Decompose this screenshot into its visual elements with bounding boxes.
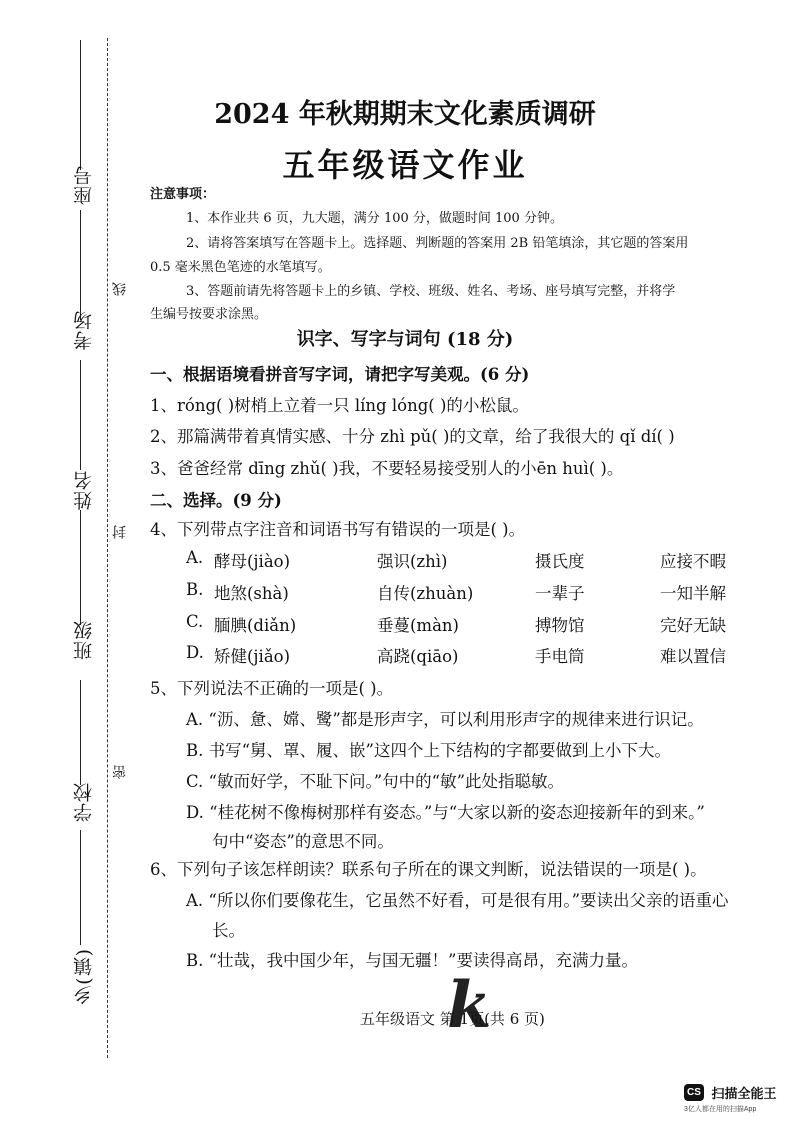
q1-line-2: 2、那篇满带着真情实感、十分 zhì pǔ( )的文章，给了我很大的 qǐ dí( ) <box>150 427 675 446</box>
q6-option-a-line2: 长。 <box>212 921 245 940</box>
school-line <box>80 680 81 785</box>
township-line <box>80 830 81 945</box>
scanner-logo <box>684 1083 776 1102</box>
q4-word-2: 自传(zhuàn) <box>377 584 474 603</box>
q4-opt-label: D. <box>186 643 204 662</box>
q4-opt-label: C. <box>186 612 204 631</box>
class-label: 班级 <box>73 620 95 660</box>
q4-word-1: 腼腆(diǎn) <box>214 616 297 635</box>
q4-word-2: 强识(zhì) <box>377 552 448 571</box>
q1-line-3: 3、爸爸经常 dīng zhǔ( )我，不要轻易接受别人的小ēn huì( )。 <box>150 459 624 478</box>
note-item-2a: 2、请将答案填写在答题卡上。选择题、判断题的答案用 2B 铅笔填涂，其它题的答案用 <box>186 236 689 251</box>
cut-mark-line: 线 <box>112 282 128 296</box>
binding-sidebar <box>0 0 140 1125</box>
q4-word-1: 地煞(shà) <box>214 584 289 603</box>
note-item-3a: 3、答题前请先将答题卡上的乡镇、学校、班级、姓名、考场、座号填写完整，并将学 <box>186 284 676 299</box>
township-label: 乡(镇) <box>73 948 95 1005</box>
scanner-app-name: 扫描全能王 <box>711 1086 777 1101</box>
q4-word-1: 酵母(jiào) <box>214 552 291 571</box>
q4-word-4: 完好无缺 <box>660 616 726 635</box>
exam-room-line <box>80 210 81 320</box>
q4-word-1: 矫健(jiǎo) <box>214 647 291 666</box>
cut-mark-seal: 封 <box>112 525 128 539</box>
scanner-tagline: 3亿人都在用的扫描App <box>684 1106 757 1113</box>
q4-word-3: 搏物馆 <box>535 616 585 635</box>
q4-stem: 4、下列带点字注音和词语书写有错误的一项是( )。 <box>150 520 526 539</box>
school-label: 学校 <box>73 782 95 822</box>
q5-stem: 5、下列说法不正确的一项是( )。 <box>150 679 394 698</box>
q6-stem: 6、下列句子该怎样朗读？联系句子所在的课文判断，说法错误的一项是( )。 <box>150 860 707 879</box>
q5-option-c: C. “敏而好学，不耻下问。”句中的“敏”此处指聪敏。 <box>186 772 565 791</box>
q5-option-d-line1: D. “桂花树不像梅树那样有姿态。”与“大家以新的姿态迎接新年的到来。” <box>186 803 705 822</box>
section-title: 识字、写字与词句 (18 分) <box>296 329 514 350</box>
q4-opt-label: A. <box>186 548 204 567</box>
q4-word-3: 摄氏度 <box>535 552 585 571</box>
cs-logo-icon: CS <box>684 1084 704 1101</box>
exam-subtitle: 五年级语文作业 <box>282 146 528 184</box>
note-item-1: 1、本作业共 6 页，九大题，满分 100 分，做题时间 100 分钟。 <box>186 211 563 226</box>
name-line <box>80 360 81 470</box>
q6-option-a-line1: A. “所以你们要像花生，它虽然不好看，可是很有用。”要读出父亲的语重心 <box>186 891 729 910</box>
q1-line-1: 1、róng( )树梢上立着一只 líng lóng( )的小松鼠。 <box>150 396 529 415</box>
seat-line <box>80 40 81 170</box>
cut-dashed-line <box>107 38 108 1058</box>
seat-label: 座号 <box>73 165 95 205</box>
q4-word-3: 一辈子 <box>535 584 585 603</box>
note-item-2b: 0.5 毫米黑色笔迹的水笔填写。 <box>150 260 331 275</box>
notes-heading: 注意事项： <box>150 187 216 202</box>
name-label: 姓名 <box>73 470 95 510</box>
q2-heading: 二、选择。(9 分) <box>150 491 282 510</box>
q4-word-2: 垂蔓(màn) <box>377 616 459 635</box>
q4-word-4: 难以置信 <box>660 647 726 666</box>
q4-word-2: 高跷(qiāo) <box>377 647 459 666</box>
exam-title: 2024 年秋期期末文化素质调研 <box>214 99 596 130</box>
exam-room-label: 考场 <box>73 310 95 350</box>
note-item-3b: 生编号按要求涂黑。 <box>150 307 268 322</box>
q6-option-b: B. “壮哉，我中国少年，与国无疆！”要读得高昂，充满力量。 <box>186 951 638 970</box>
q1-heading: 一、根据语境看拼音写字词，请把字写美观。(6 分) <box>150 365 530 384</box>
q5-option-a: A. “沥、惫、嫦、鹭”都是形声字，可以利用形声字的规律来进行识记。 <box>186 710 704 729</box>
q5-option-b: B. 书写“舅、罩、履、嵌”这四个上下结构的字都要做到上小下大。 <box>186 741 671 760</box>
class-line <box>80 510 81 625</box>
cut-mark-secret: 密 <box>112 765 128 779</box>
q4-opt-label: B. <box>186 580 204 599</box>
page-footer: 五年级语文 第 1页(共 6 页) <box>360 1010 545 1028</box>
q4-word-4: 一知半解 <box>660 584 726 603</box>
q4-word-3: 手电筒 <box>535 647 585 666</box>
q5-option-d-line2: 句中“姿态”的意思不同。 <box>212 832 394 851</box>
q4-word-4: 应接不暇 <box>660 552 726 571</box>
k-watermark: k <box>447 968 492 1043</box>
